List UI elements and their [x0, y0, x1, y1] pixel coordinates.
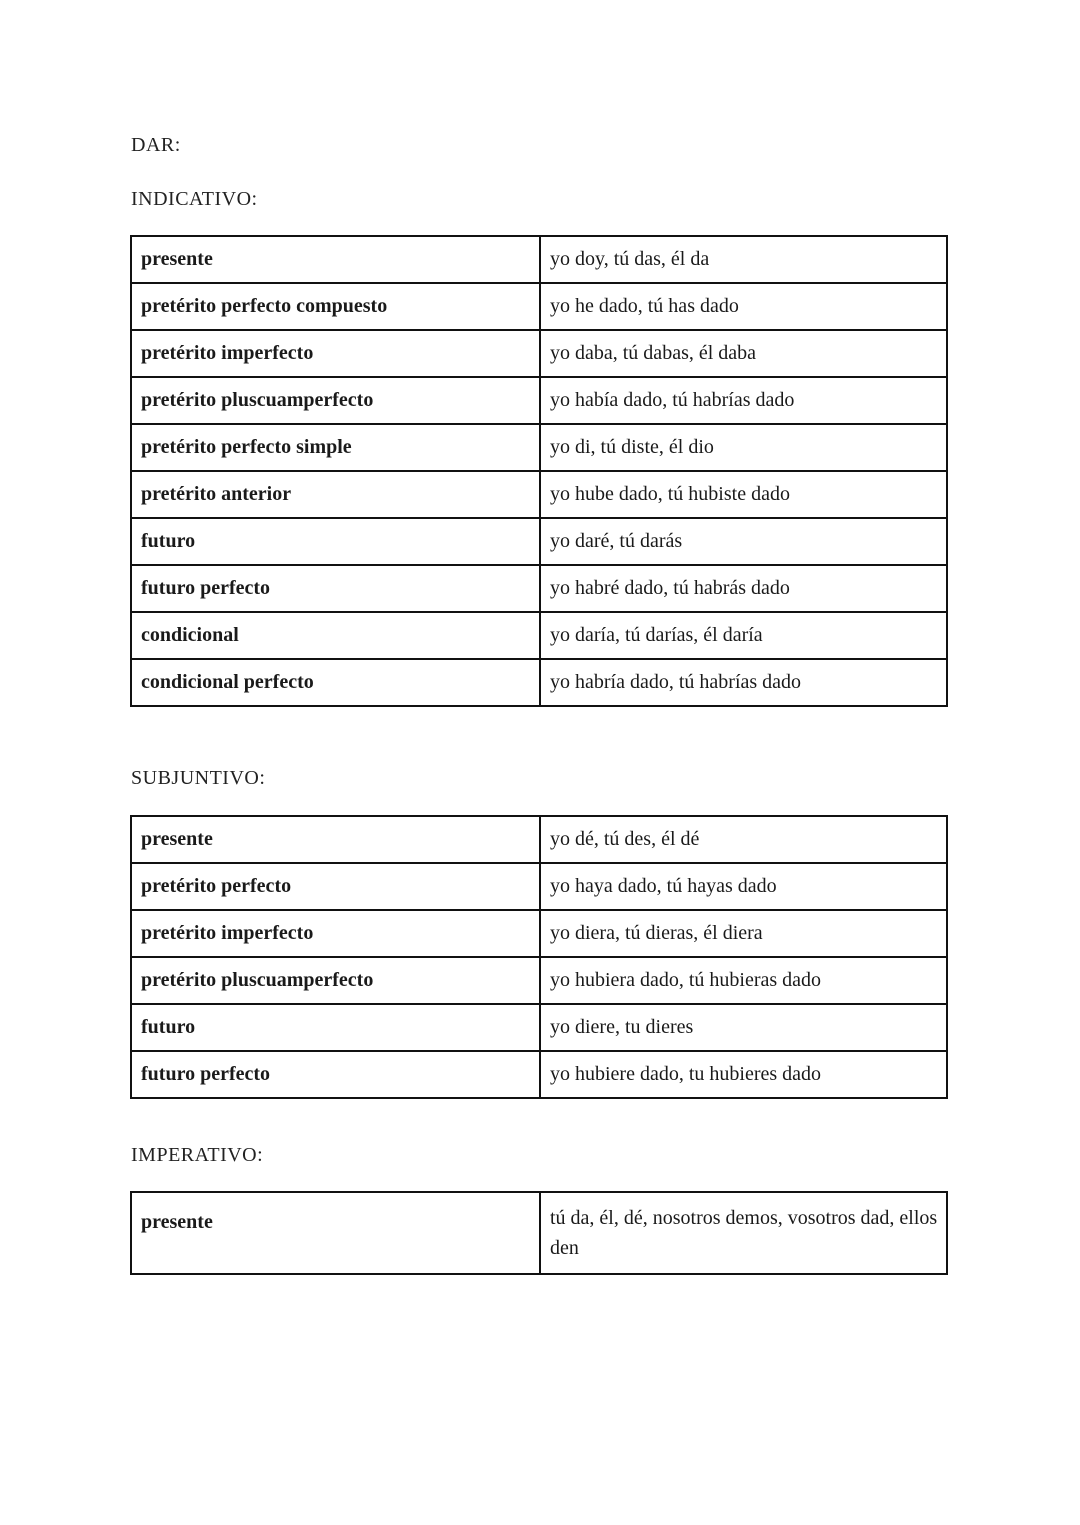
table-row — [131, 518, 947, 565]
tense-cell: presente — [131, 236, 540, 283]
table-row — [131, 424, 947, 471]
table-row — [131, 236, 947, 283]
tense-cell: condicional — [131, 612, 540, 659]
forms-cell: yo haya dado, tú hayas dado — [540, 863, 947, 910]
forms-cell: yo había dado, tú habrías dado — [540, 377, 947, 424]
forms-cell: yo habré dado, tú habrás dado — [540, 565, 947, 612]
forms-cell: yo diere, tu dieres — [540, 1004, 947, 1051]
imperativo-table — [130, 1191, 948, 1275]
table-row — [131, 863, 947, 910]
table-row — [131, 471, 947, 518]
table-row — [131, 816, 947, 863]
tense-cell: pretérito perfecto — [131, 863, 540, 910]
section-heading-subjuntivo: SUBJUNTIVO: — [131, 767, 266, 789]
section-heading-indicativo: INDICATIVO: — [131, 188, 258, 210]
tense-cell: pretérito imperfecto — [131, 910, 540, 957]
table-row — [131, 330, 947, 377]
tense-cell: pretérito perfecto compuesto — [131, 283, 540, 330]
forms-cell: yo doy, tú das, él da — [540, 236, 947, 283]
tense-cell: futuro perfecto — [131, 1051, 540, 1098]
tense-cell: pretérito perfecto simple — [131, 424, 540, 471]
tense-cell: condicional perfecto — [131, 659, 540, 706]
tense-cell: pretérito pluscuamperfecto — [131, 377, 540, 424]
table-row — [131, 283, 947, 330]
tense-cell: presente — [131, 816, 540, 863]
tense-cell: presente — [131, 1192, 540, 1274]
tense-cell: futuro — [131, 518, 540, 565]
verb-title: DAR: — [131, 134, 181, 156]
table-row — [131, 377, 947, 424]
tense-cell: pretérito imperfecto — [131, 330, 540, 377]
forms-cell: yo hubiera dado, tú hubieras dado — [540, 957, 947, 1004]
indicativo-table — [130, 235, 948, 707]
subjuntivo-table — [130, 815, 948, 1099]
forms-cell: yo hube dado, tú hubiste dado — [540, 471, 947, 518]
forms-cell: yo diera, tú dieras, él diera — [540, 910, 947, 957]
forms-cell: yo daré, tú darás — [540, 518, 947, 565]
forms-cell: tú da, él, dé, nosotros demos, vosotros dad, ellos den — [540, 1192, 947, 1274]
table-row — [131, 659, 947, 706]
table-row — [131, 1192, 947, 1274]
forms-cell: yo habría dado, tú habrías dado — [540, 659, 947, 706]
forms-cell: yo dé, tú des, él dé — [540, 816, 947, 863]
forms-cell: yo hubiere dado, tu hubieres dado — [540, 1051, 947, 1098]
tense-cell: futuro perfecto — [131, 565, 540, 612]
table-row — [131, 957, 947, 1004]
forms-cell: yo di, tú diste, él dio — [540, 424, 947, 471]
forms-cell: yo daba, tú dabas, él daba — [540, 330, 947, 377]
forms-cell: yo he dado, tú has dado — [540, 283, 947, 330]
tense-cell: futuro — [131, 1004, 540, 1051]
tense-cell: pretérito pluscuamperfecto — [131, 957, 540, 1004]
tense-cell: pretérito anterior — [131, 471, 540, 518]
section-heading-imperativo: IMPERATIVO: — [131, 1144, 264, 1166]
table-row — [131, 1051, 947, 1098]
forms-cell: yo daría, tú darías, él daría — [540, 612, 947, 659]
table-row — [131, 910, 947, 957]
table-row — [131, 1004, 947, 1051]
table-row — [131, 565, 947, 612]
table-row — [131, 612, 947, 659]
